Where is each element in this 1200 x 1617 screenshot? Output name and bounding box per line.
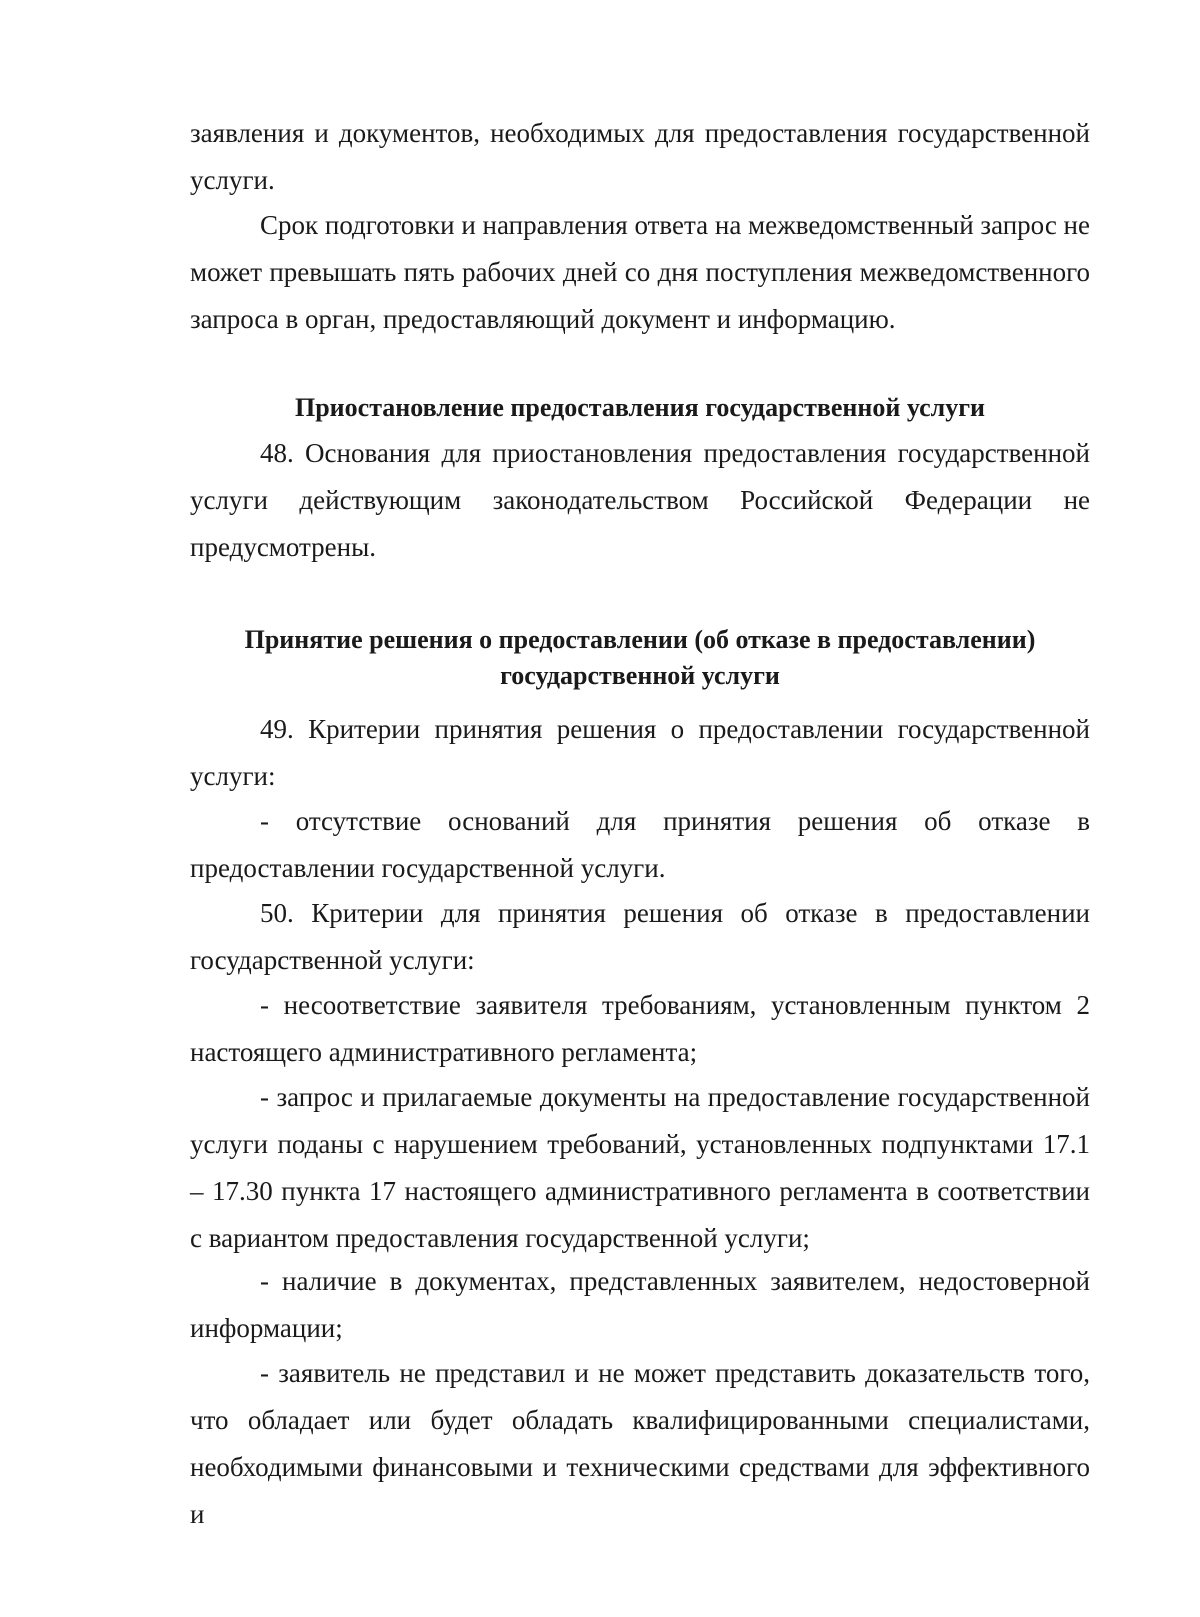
- paragraph-continuation: заявления и документов, необходимых для предоставления государственной услуги.: [190, 118, 1090, 195]
- list-item-50-no-evidence: - заявитель не представил и не может представить доказательств того, что обладает или будет обладать квалифицированными специалистами, необходимыми финансовыми и техническими средствами для эффективного и: [190, 1358, 1090, 1529]
- paragraph-50: 50. Критерии для принятия решения об отказе в предоставлении государственной услуги:: [190, 898, 1090, 975]
- section-heading-suspension: Приостановление предоставления государственной услуги: [294, 393, 985, 422]
- paragraph-49: 49. Критерии принятия решения о предоставлении государственной услуги:: [190, 714, 1090, 791]
- list-item-50-false-info: - наличие в документах, представленных заявителем, недостоверной информации;: [190, 1266, 1090, 1343]
- section-heading-decision: [190, 622, 1090, 694]
- paragraph-48: 48. Основания для приостановления предоставления государственной услуги действующим законодательством Российской Федерации не предусмотрены.: [190, 438, 1090, 562]
- paragraph-interagency-deadline: Срок подготовки и направления ответа на межведомственный запрос не может превышать пять рабочих дней со дня поступления межведомственного запроса в орган, предоставляющий документ и информацию.: [190, 210, 1090, 334]
- section-heading-decision-line2: государственной услуги: [500, 661, 780, 690]
- list-item-49-criterion: - отсутствие оснований для принятия решения об отказе в предоставлении государственной услуги.: [190, 806, 1090, 883]
- list-item-50-violations: - запрос и прилагаемые документы на предоставление государственной услуги поданы с нарушением требований, установленных подпунктами 17.1 – 17.30 пункта 17 настоящего административного регламента в соответствии с вариантом предоставления государственной услуги;: [190, 1082, 1090, 1253]
- section-heading-decision-line1: Принятие решения о предоставлении (об отказе в предоставлении): [244, 625, 1036, 654]
- list-item-50-applicant-mismatch: - несоответствие заявителя требованиям, установленным пунктом 2 настоящего административного регламента;: [190, 990, 1090, 1067]
